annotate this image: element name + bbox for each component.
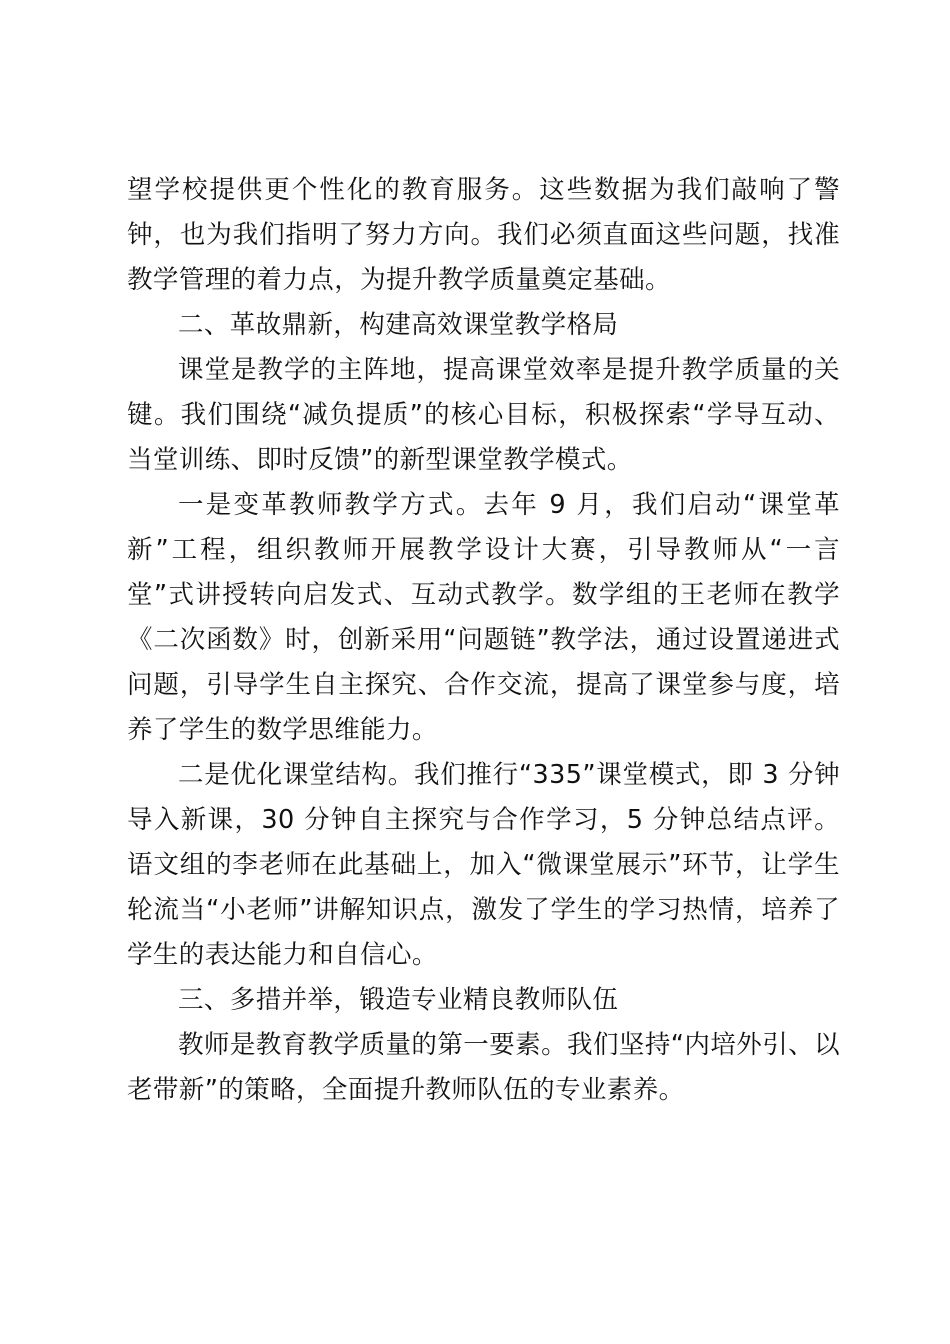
section-heading-3: 三、多措并举，锻造专业精良教师队伍 [178,985,619,1015]
paragraph-teacher-team: 教师是教育教学质量的第一要素。我们坚持“内培外引、以老带新”的策略，全面提升教师队伍的专业素养。 [127,1030,840,1105]
paragraph-classroom-structure: 二是优化课堂结构。我们推行“335”课堂模式，即 3 分钟导入新课，30 分钟自主探究与合作学习，5 分钟总结点评。语文组的李老师在此基础上，加入“微课堂展示”环节，让学生轮流当“小老师”讲解知识点，激发了学生的学习热情，培养了学生的表达能力和自信心。 [127,760,840,970]
section-heading-2: 二、革故鼎新，构建高效课堂教学格局 [178,310,619,340]
paragraph-classroom-intro: 课堂是教学的主阵地，提高课堂效率是提升教学质量的关键。我们围绕“减负提质”的核心目标，积极探索“学导互动、当堂训练、即时反馈”的新型课堂教学模式。 [127,355,840,475]
document-body [127,168,840,1113]
paragraph-continuation: 望学校提供更个性化的教育服务。这些数据为我们敲响了警钟，也为我们指明了努力方向。我们必须直面这些问题，找准教学管理的着力点，为提升教学质量奠定基础。 [127,175,840,295]
paragraph-teaching-method: 一是变革教师教学方式。去年 9 月，我们启动“课堂革新”工程，组织教师开展教学设计大赛，引导教师从“一言堂”式讲授转向启发式、互动式教学。数学组的王老师在教学《二次函数》时，创新采用“问题链”教学法，通过设置递进式问题，引导学生自主探究、合作交流，提高了课堂参与度，培养了学生的数学思维能力。 [127,490,840,745]
